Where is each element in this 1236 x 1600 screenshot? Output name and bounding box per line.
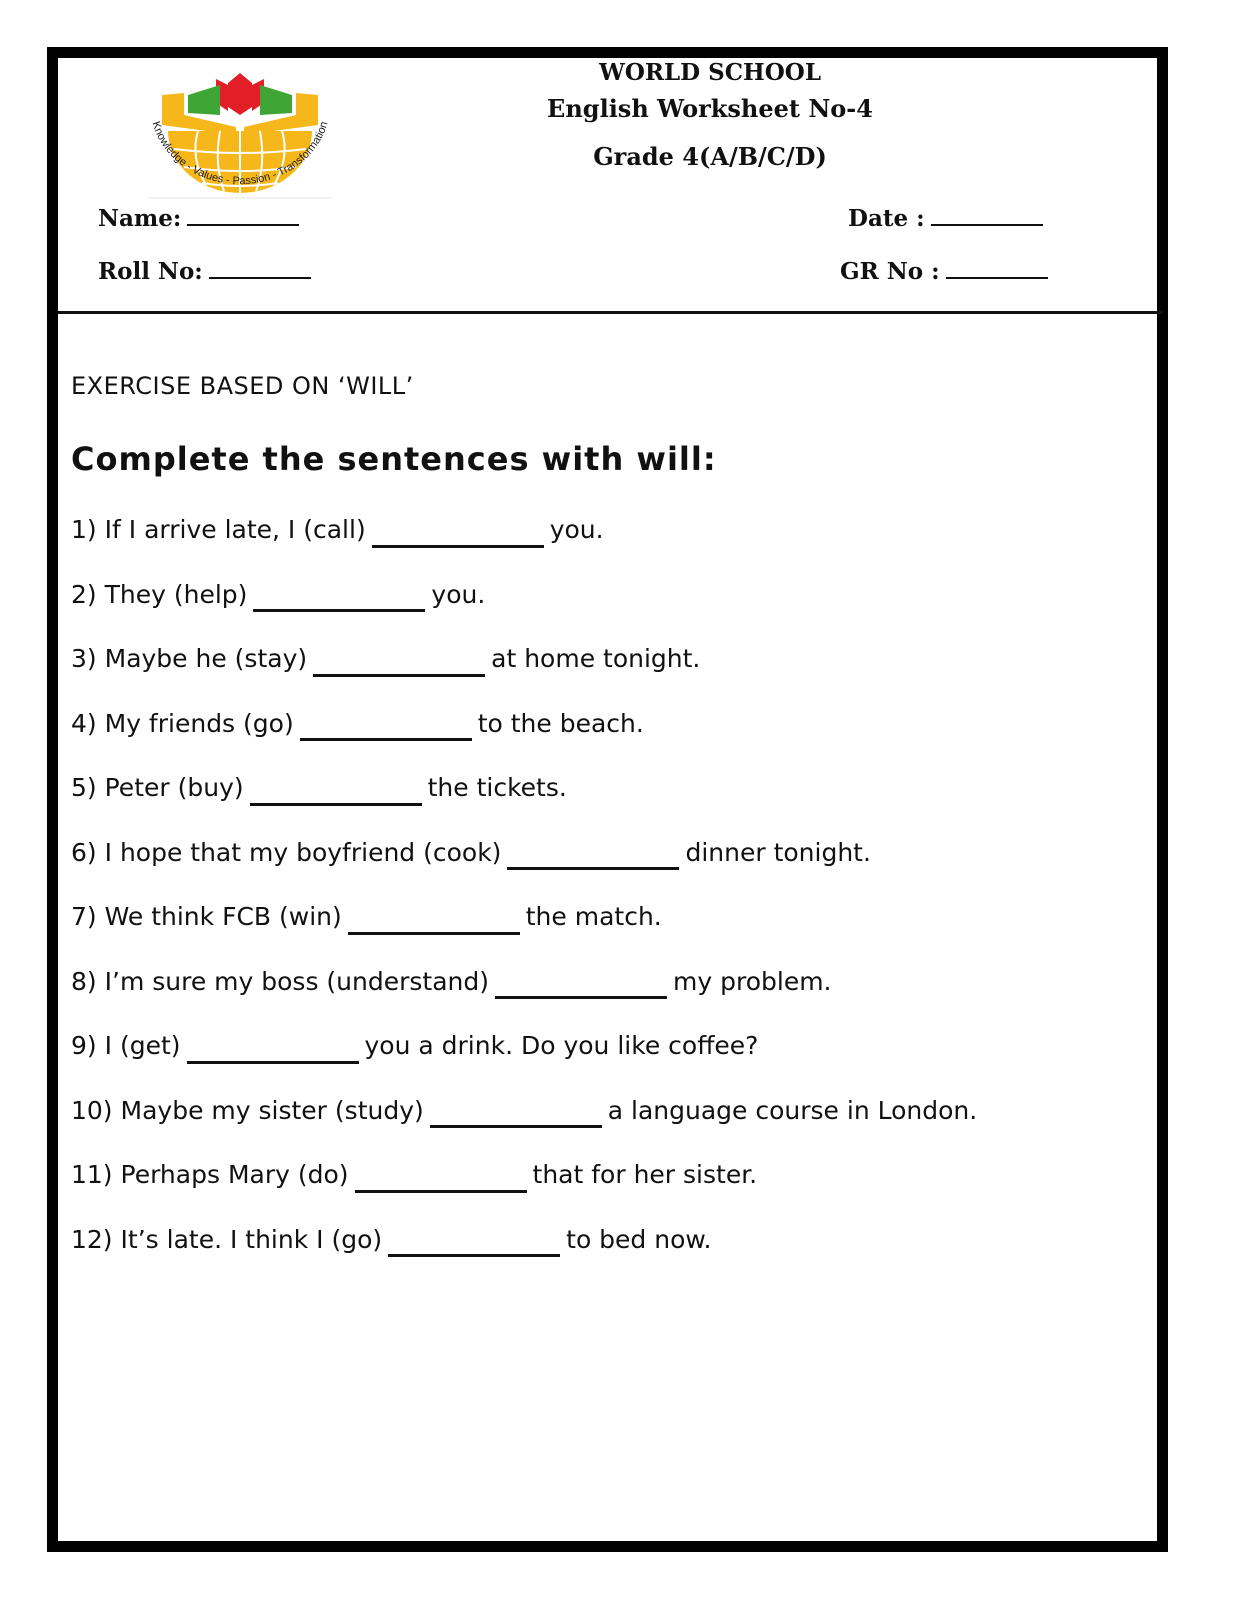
question-number: 4) (71, 708, 97, 738)
question-number: 10) (71, 1095, 113, 1125)
name-label: Name: (98, 205, 182, 232)
question-continuation: you. (431, 579, 486, 609)
question-prompt: I (get) (104, 1031, 181, 1060)
question-prompt: They (help) (104, 579, 248, 609)
answer-blank-input[interactable] (250, 781, 422, 806)
question-prompt: Maybe my sister (study) (120, 1095, 424, 1125)
question-number: 9) (71, 1031, 97, 1060)
question-number: 11) (71, 1160, 113, 1189)
answer-blank-input[interactable] (300, 716, 472, 741)
date-field (848, 202, 1043, 232)
question-continuation: dinner tonight. (685, 837, 871, 867)
question-item (71, 510, 977, 575)
question-number: 12) (71, 1224, 113, 1254)
question-number: 5) (71, 773, 97, 802)
answer-blank-input[interactable] (187, 1039, 359, 1064)
question-prompt: Maybe he (stay) (104, 644, 308, 673)
question-item (71, 1091, 977, 1156)
question-item (71, 897, 977, 962)
question-item (71, 833, 977, 898)
header-divider (57, 311, 1163, 314)
name-input[interactable] (187, 202, 299, 226)
question-number: 2) (71, 579, 97, 609)
question-item (71, 1026, 977, 1091)
date-label: Date : (848, 205, 925, 232)
question-item (71, 1220, 977, 1285)
question-continuation: that for her sister. (532, 1160, 758, 1189)
answer-blank-input[interactable] (507, 845, 679, 870)
question-prompt: It’s late. I think I (go) (120, 1224, 383, 1254)
school-logo-icon (140, 65, 340, 205)
question-continuation: my problem. (673, 966, 832, 996)
question-list (71, 510, 977, 1284)
question-continuation: the match. (525, 902, 662, 931)
question-prompt: My friends (go) (104, 708, 294, 738)
answer-blank-input[interactable] (372, 523, 544, 548)
question-item (71, 768, 977, 833)
grade-label: Grade 4(A/B/C/D) (593, 142, 827, 171)
exercise-heading: EXERCISE BASED ON ‘WILL’ (71, 372, 414, 400)
question-prompt: If I arrive late, I (call) (104, 515, 366, 544)
gr-no-input[interactable] (946, 255, 1048, 279)
roll-no-field (98, 255, 311, 285)
question-continuation: at home tonight. (491, 644, 701, 673)
question-continuation: you. (549, 515, 604, 544)
question-prompt: Perhaps Mary (do) (120, 1160, 349, 1189)
answer-blank-input[interactable] (430, 1103, 602, 1128)
header-title-block (500, 58, 920, 174)
question-continuation: to the beach. (477, 708, 644, 738)
question-number: 6) (71, 837, 97, 867)
answer-blank-input[interactable] (313, 652, 485, 677)
question-number: 7) (71, 902, 97, 931)
question-item (71, 704, 977, 769)
question-continuation: a language course in London. (607, 1095, 978, 1125)
gr-no-field (840, 255, 1048, 285)
roll-no-input[interactable] (209, 255, 311, 279)
question-item (71, 1155, 977, 1220)
question-continuation: you a drink. Do you like coffee? (364, 1031, 759, 1060)
roll-no-label: Roll No: (98, 258, 203, 285)
question-prompt: Peter (buy) (104, 773, 244, 802)
question-item (71, 962, 977, 1027)
question-number: 1) (71, 515, 97, 544)
question-prompt: I hope that my boyfriend (cook) (104, 837, 502, 867)
answer-blank-input[interactable] (348, 910, 520, 935)
question-continuation: the tickets. (427, 773, 567, 802)
question-continuation: to bed now. (566, 1224, 712, 1254)
name-field (98, 202, 299, 232)
date-input[interactable] (931, 202, 1043, 226)
gr-no-label: GR No : (840, 258, 940, 285)
question-prompt: We think FCB (win) (104, 902, 342, 931)
question-item (71, 639, 977, 704)
instructions-heading: Complete the sentences with will: (71, 440, 717, 478)
answer-blank-input[interactable] (355, 1168, 527, 1193)
school-name: WORLD SCHOOL (599, 59, 821, 86)
question-item (71, 575, 977, 640)
answer-blank-input[interactable] (388, 1232, 560, 1257)
worksheet-title: English Worksheet No-4 (547, 94, 873, 123)
answer-blank-input[interactable] (495, 974, 667, 999)
answer-blank-input[interactable] (253, 587, 425, 612)
svg-text:Knowledge - Values - Passion -: Knowledge - Values - Passion - Transformation (149, 120, 331, 188)
question-number: 3) (71, 644, 97, 673)
question-prompt: I’m sure my boss (understand) (104, 966, 490, 996)
question-number: 8) (71, 966, 97, 996)
